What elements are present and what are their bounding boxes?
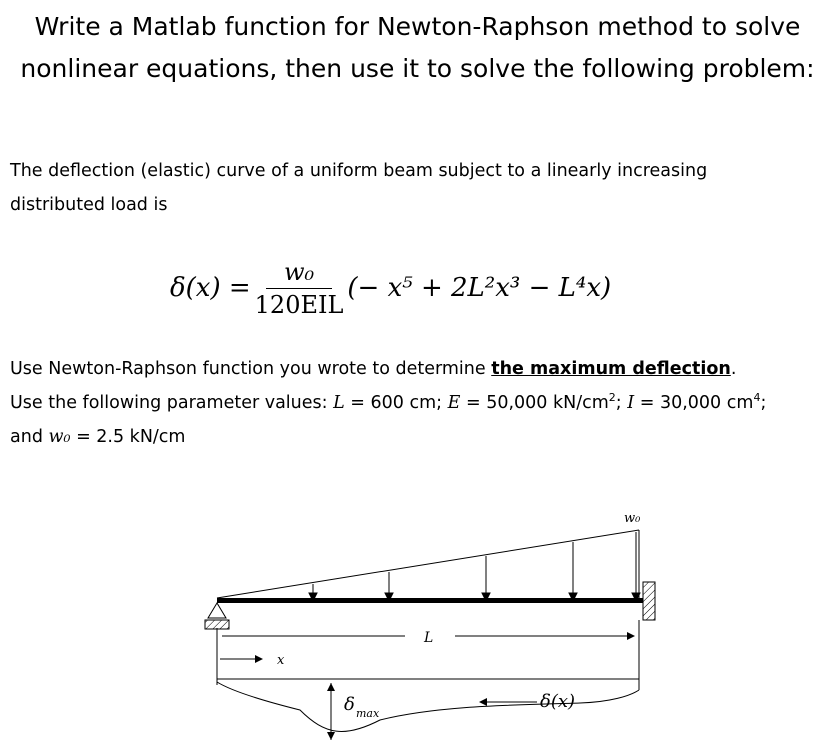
and-text: and (10, 427, 49, 447)
equation-lhs: δ(x) = (170, 273, 251, 303)
title-line-2: nonlinear equations, then use it to solve the following problem: (20, 54, 815, 83)
E-exponent: 2 (608, 391, 616, 405)
load-profile-line (217, 530, 639, 598)
equation-denominator: 120EIL (254, 290, 344, 319)
x-label: x (277, 653, 285, 668)
E-value: = 50,000 kN/cm (460, 393, 609, 413)
equation-rhs: (− x⁵ + 2L²x³ − L⁴x) (347, 273, 612, 303)
line-end: ; (760, 393, 767, 413)
L-label: L (424, 630, 434, 646)
beam (217, 598, 643, 603)
pin-support (205, 603, 229, 629)
I-symbol: I (627, 393, 635, 413)
L-symbol: L (333, 393, 345, 413)
w0-load-label: w₀ (624, 511, 641, 526)
fixed-wall (643, 582, 655, 620)
maximum-deflection-emphasis: the maximum deflection (491, 359, 731, 379)
delta-x-label: δ(x) (540, 691, 576, 712)
L-value: = 600 cm; (344, 393, 448, 413)
intro-line-2: distributed load is (10, 195, 168, 215)
instruction-text: Use Newton-Raphson function you wrote to determine (10, 359, 492, 379)
E-symbol: E (447, 393, 461, 413)
deflection-curve (217, 682, 639, 731)
separator: ; (615, 393, 628, 413)
load-arrows (309, 532, 640, 601)
params-intro: Use the following parameter values: (10, 393, 334, 413)
I-exponent: 4 (753, 391, 761, 405)
instruction-period: . (730, 359, 737, 379)
equation-numerator: w₀ (266, 258, 332, 289)
w0-symbol: w₀ (48, 427, 71, 447)
delta-max-label: δ (344, 694, 355, 715)
delta-max-subscript: max (356, 707, 380, 720)
I-value: = 30,000 cm (634, 393, 754, 413)
w0-value: = 2.5 kN/cm (70, 427, 186, 447)
title-line-1: Write a Matlab function for Newton-Raphson method to solve (34, 12, 801, 41)
intro-line-1: The deflection (elastic) curve of a uniform beam subject to a linearly increasing (10, 161, 708, 181)
